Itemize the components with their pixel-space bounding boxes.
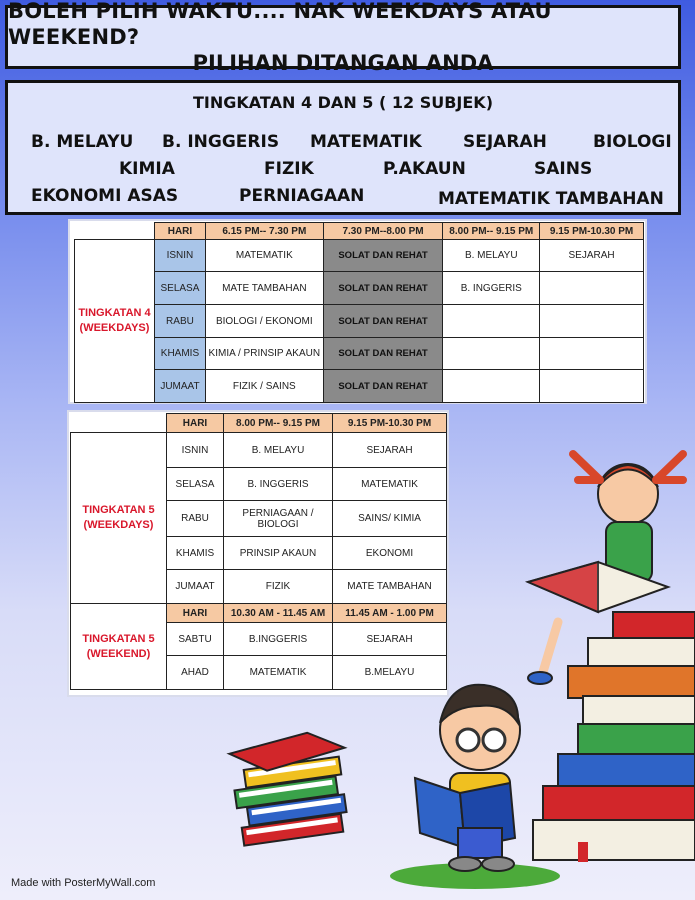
schedule-cell: MATEMATIK (205, 240, 323, 272)
day-cell: SELASA (167, 468, 224, 501)
subject-item: B. MELAYU (31, 132, 134, 152)
boy-reading-illustration (390, 668, 560, 890)
form5-weekdays-label: TINGKATAN 5 (WEEKDAYS) (71, 433, 167, 604)
schedule-cell: MATE TAMBAHAN (205, 272, 323, 305)
schedule-cell: KIMIA / PRINSIP AKAUN (205, 338, 323, 370)
day-cell: RABU (167, 501, 224, 537)
schedule-cell: SEJARAH (333, 433, 447, 468)
form5-weekend-label: TINGKATAN 5 (WEEKEND) (71, 604, 167, 690)
rest-cell: SOLAT DAN REHAT (323, 370, 443, 403)
schedule-cell: PRINSIP AKAUN (224, 537, 333, 570)
rest-cell: SOLAT DAN REHAT (323, 305, 443, 338)
schedule-cell: FIZIK / SAINS (205, 370, 323, 403)
subject-item: PERNIAGAAN (239, 186, 365, 206)
header-cell: 11.45 AM - 1.00 PM (333, 604, 447, 623)
header-cell: 7.30 PM--8.00 PM (323, 223, 443, 240)
header-cell: 10.30 AM - 11.45 AM (224, 604, 333, 623)
subjects-heading: TINGKATAN 4 DAN 5 ( 12 SUBJEK) (193, 93, 493, 112)
day-cell: JUMAAT (167, 570, 224, 604)
schedule-cell: FIZIK (224, 570, 333, 604)
header-cell: HARI (167, 604, 224, 623)
rest-cell: SOLAT DAN REHAT (323, 240, 443, 272)
credit-text: Made with PosterMyWall.com (11, 877, 156, 889)
schedule-cell: SEJARAH (333, 623, 447, 656)
subject-item: MATEMATIK (310, 132, 422, 152)
header-cell: 8.00 PM-- 9.15 PM (443, 223, 540, 240)
subject-item: BIOLOGI (593, 132, 672, 152)
schedule-cell: B. INGGERIS (224, 468, 333, 501)
schedule-cell (443, 305, 540, 338)
day-cell: AHAD (167, 656, 224, 690)
subject-item: KIMIA (119, 159, 175, 179)
day-cell: KHAMIS (154, 338, 205, 370)
header-cell: 6.15 PM-- 7.30 PM (205, 223, 323, 240)
schedule-cell (443, 370, 540, 403)
title-banner (5, 0, 681, 75)
book-stack-illustration (225, 725, 365, 855)
schedule-cell: MATEMATIK (224, 656, 333, 690)
schedule-cell (540, 338, 644, 370)
day-cell: ISNIN (154, 240, 205, 272)
subject-item: MATEMATIK TAMBAHAN (438, 189, 664, 209)
title-line-2: PILIHAN DITANGAN ANDA (192, 51, 494, 75)
subject-item: SEJARAH (463, 132, 547, 152)
form4-label: TINGKATAN 4 (WEEKDAYS) (75, 240, 155, 403)
schedule-cell: SAINS/ KIMIA (333, 501, 447, 537)
form5-schedule-table (70, 413, 447, 690)
header-cell: HARI (154, 223, 205, 240)
header-cell: 8.00 PM-- 9.15 PM (224, 414, 333, 433)
day-cell: SELASA (154, 272, 205, 305)
schedule-cell: SEJARAH (540, 240, 644, 272)
schedule-cell: EKONOMI (333, 537, 447, 570)
header-cell: HARI (167, 414, 224, 433)
header-cell: 9.15 PM-10.30 PM (540, 223, 644, 240)
subject-item: SAINS (534, 159, 593, 179)
schedule-cell: MATE TAMBAHAN (333, 570, 447, 604)
day-cell: JUMAAT (154, 370, 205, 403)
rest-cell: SOLAT DAN REHAT (323, 272, 443, 305)
day-cell: KHAMIS (167, 537, 224, 570)
schedule-cell: B. INGGERIS (443, 272, 540, 305)
schedule-cell: MATEMATIK (333, 468, 447, 501)
day-cell: RABU (154, 305, 205, 338)
schedule-cell: PERNIAGAAN / BIOLOGI (224, 501, 333, 537)
schedule-cell: BIOLOGI / EKONOMI (205, 305, 323, 338)
schedule-cell: B.INGGERIS (224, 623, 333, 656)
schedule-cell: B.MELAYU (333, 656, 447, 690)
schedule-cell: B. MELAYU (443, 240, 540, 272)
schedule-cell: B. MELAYU (224, 433, 333, 468)
subject-item: B. INGGERIS (162, 132, 280, 152)
form4-schedule-table (74, 222, 644, 403)
schedule-cell (443, 338, 540, 370)
subjects-box (5, 80, 681, 215)
title-line-1: BOLEH PILIH WAKTU.... NAK WEEKDAYS ATAU WEEKEND? (8, 0, 552, 49)
schedule-cell (540, 370, 644, 403)
schedule-cell (540, 305, 644, 338)
subject-item: P.AKAUN (383, 159, 466, 179)
header-cell: 9.15 PM-10.30 PM (333, 414, 447, 433)
day-cell: SABTU (167, 623, 224, 656)
subject-item: FIZIK (264, 159, 314, 179)
rest-cell: SOLAT DAN REHAT (323, 338, 443, 370)
day-cell: ISNIN (167, 433, 224, 468)
schedule-cell (540, 272, 644, 305)
subject-item: EKONOMI ASAS (31, 186, 179, 206)
